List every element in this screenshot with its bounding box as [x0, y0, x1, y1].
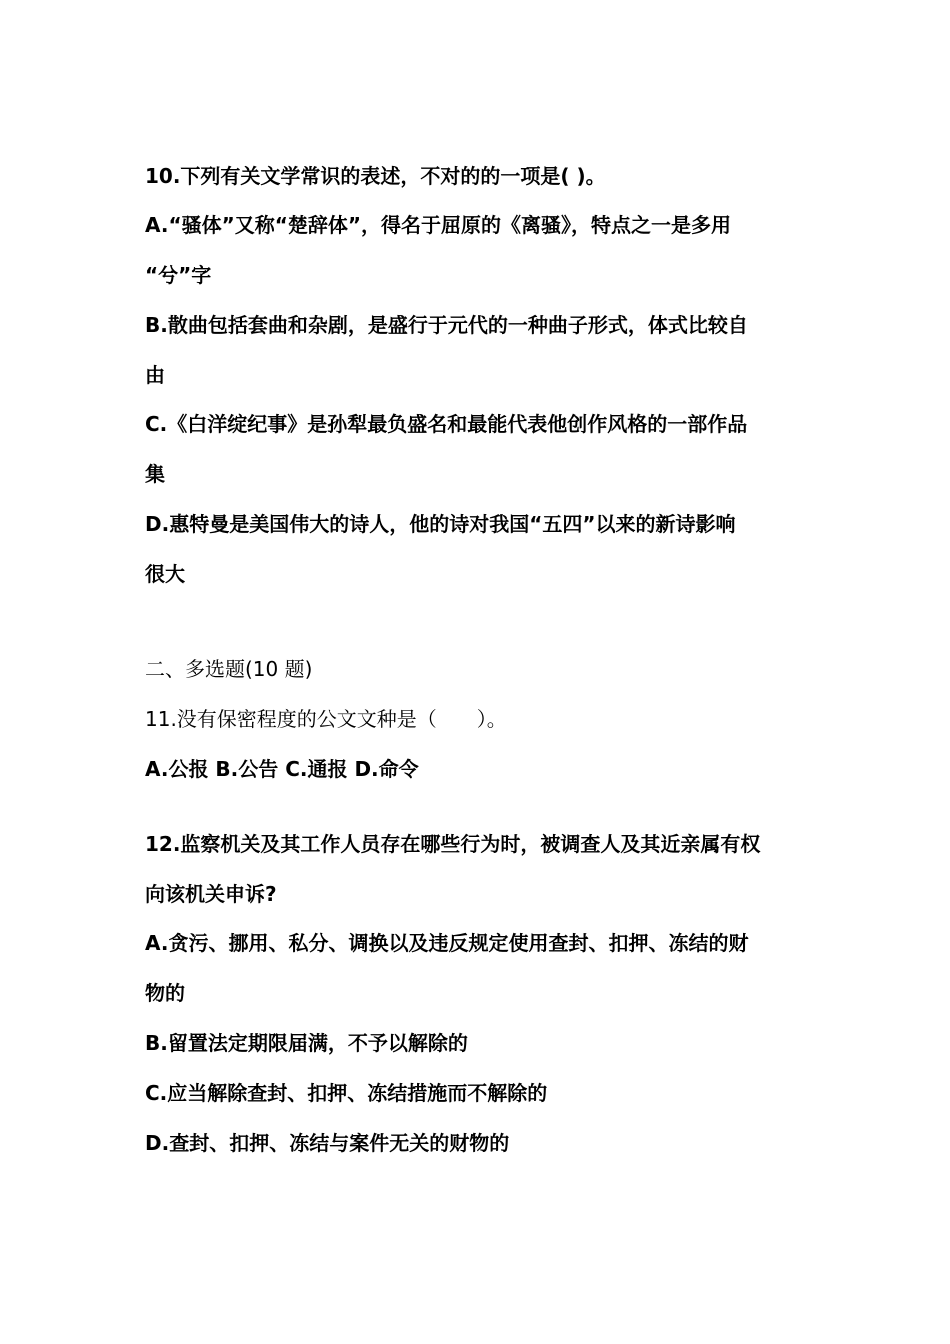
- q10-option-c-line2: 集: [145, 462, 165, 486]
- q10-stem: 10.下列有关文学常识的表述，不对的的一项是( )。: [145, 164, 606, 188]
- q11-options: A.公报 B.公告 C.通报 D.命令: [145, 757, 419, 781]
- q11-stem: 11.没有保密程度的公文文种是（ ）。: [145, 707, 507, 731]
- q10-option-b-line1: B.散曲包括套曲和杂剧，是盛行于元代的一种曲子形式，体式比较自: [145, 313, 748, 337]
- q10-option-d-line2: 很大: [145, 562, 185, 586]
- q12-stem-line2: 向该机关申诉?: [145, 882, 277, 906]
- q10-option-d-line1: D.惠特曼是美国伟大的诗人，他的诗对我国“五四”以来的新诗影响: [145, 512, 736, 536]
- q12-option-a-line2: 物的: [145, 981, 185, 1005]
- q10-option-a-line1: A.“骚体”又称“楚辞体”，得名于屈原的《离骚》，特点之一是多用: [145, 213, 732, 237]
- q12-option-a-line1: A.贪污、挪用、私分、调换以及违反规定使用查封、扣押、冻结的财: [145, 931, 749, 955]
- q12-option-c: C.应当解除查封、扣押、冻结措施而不解除的: [145, 1081, 548, 1105]
- section-heading: 二、多选题(10 题): [145, 657, 313, 681]
- q10-option-b-line2: 由: [145, 363, 165, 387]
- q12-option-d: D.查封、扣押、冻结与案件无关的财物的: [145, 1131, 510, 1155]
- q12-stem-line1: 12.监察机关及其工作人员存在哪些行为时，被调查人及其近亲属有权: [145, 832, 761, 856]
- q10-option-a-line2: “兮”字: [145, 263, 212, 287]
- q10-option-c-line1: C.《白洋绽纪事》是孙犁最负盛名和最能代表他创作风格的一部作品: [145, 412, 748, 436]
- q12-option-b: B.留置法定期限届满，不予以解除的: [145, 1031, 468, 1055]
